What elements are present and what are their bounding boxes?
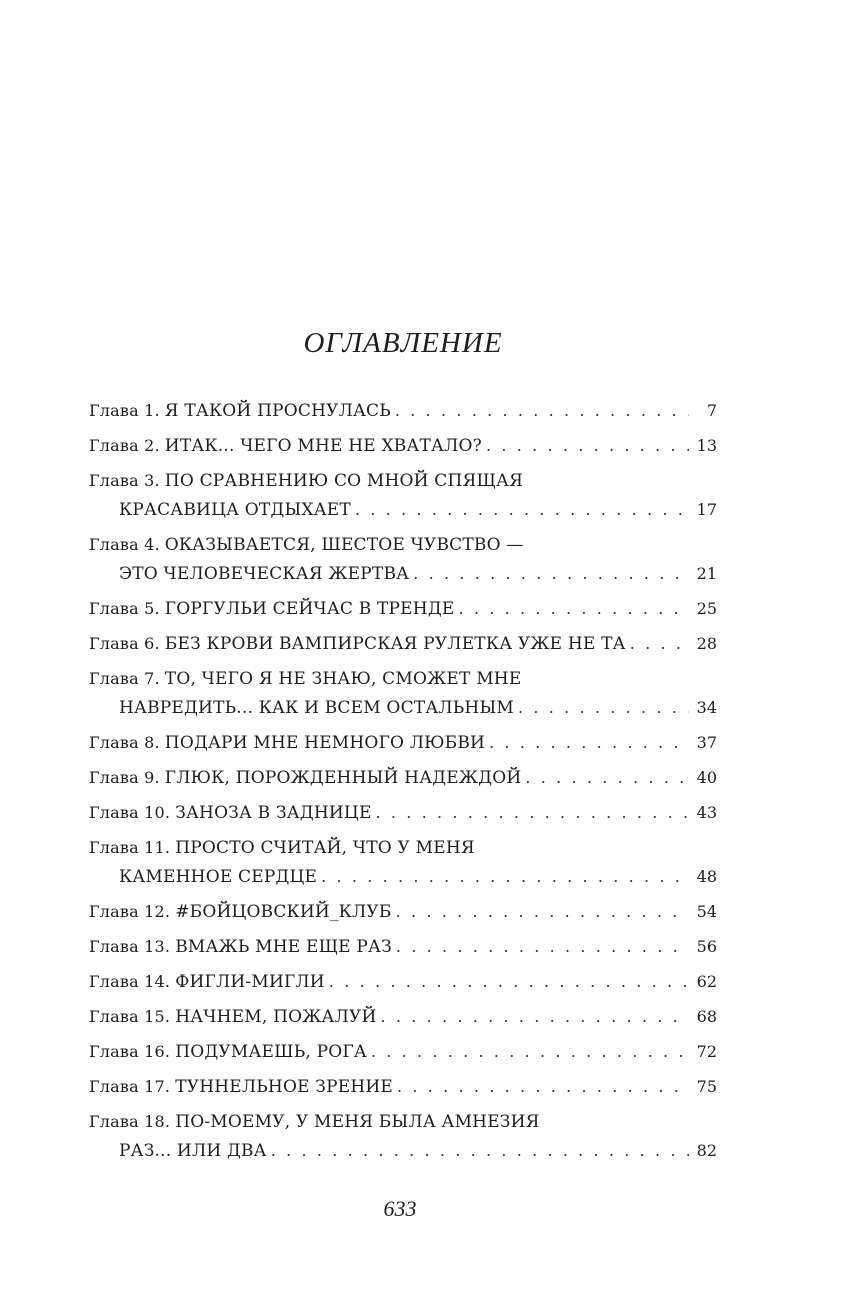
dot-leader	[486, 431, 689, 461]
chapter-label: Глава 6.	[89, 634, 160, 653]
chapter-label: Глава 12.	[89, 902, 171, 921]
toc-line	[89, 431, 717, 466]
chapter-label: Глава 1.	[89, 401, 160, 420]
chapter-page: 25	[696, 599, 717, 618]
toc-entry	[89, 396, 717, 431]
chapter-label: Глава 5.	[89, 599, 160, 618]
chapter-label: Глава 14.	[89, 972, 171, 991]
toc-entry	[89, 431, 717, 466]
chapter-title: ТО, ЧЕГО Я НЕ ЗНАЮ, СМОЖЕТ МНЕ	[164, 669, 522, 689]
toc-line	[89, 728, 717, 763]
toc-entry	[89, 967, 717, 1002]
toc-entry	[89, 897, 717, 932]
chapter-label: Глава 9.	[89, 768, 160, 787]
toc-entry	[89, 594, 717, 629]
chapter-title-continued: НАВРЕДИТЬ... КАК И ВСЕМ ОСТАЛЬНЫМ	[119, 698, 514, 718]
chapter-page: 48	[696, 867, 717, 886]
chapter-label: Глава 11.	[89, 838, 171, 857]
chapter-label: Глава 13.	[89, 937, 171, 956]
toc-line	[89, 1037, 717, 1072]
dot-leader	[329, 967, 689, 997]
dot-leader	[396, 932, 689, 962]
chapter-page: 72	[696, 1042, 717, 1061]
chapter-page: 54	[696, 902, 717, 921]
dot-leader	[395, 396, 689, 426]
toc-line	[89, 833, 717, 862]
chapter-label: Глава 3.	[89, 471, 160, 490]
chapter-title: ПРОСТО СЧИТАЙ, ЧТО У МЕНЯ	[175, 838, 475, 858]
chapter-page: 34	[696, 698, 717, 717]
chapter-title: БЕЗ КРОВИ ВАМПИРСКАЯ РУЛЕТКА УЖЕ НЕ ТА	[164, 634, 626, 654]
chapter-label: Глава 15.	[89, 1007, 171, 1026]
dot-leader	[397, 1072, 689, 1102]
toc-line	[89, 1072, 717, 1107]
chapter-label: Глава 17.	[89, 1077, 171, 1096]
chapter-page: 7	[706, 401, 717, 420]
chapter-title: ПО СРАВНЕНИЮ СО МНОЙ СПЯЩАЯ	[164, 471, 524, 491]
chapter-title-continued: РАЗ... ИЛИ ДВА	[119, 1141, 267, 1161]
toc-line	[89, 466, 717, 495]
toc-entry	[89, 932, 717, 967]
chapter-title: ПОДАРИ МНЕ НЕМНОГО ЛЮБВИ	[164, 733, 486, 753]
chapter-label: Глава 10.	[89, 803, 171, 822]
toc-line	[89, 1002, 717, 1037]
toc-entry	[89, 833, 717, 897]
dot-leader	[489, 728, 689, 758]
chapter-page: 28	[696, 634, 717, 653]
chapter-label: Глава 7.	[89, 669, 160, 688]
table-of-contents	[89, 396, 717, 1171]
chapter-label: Глава 4.	[89, 535, 160, 554]
toc-line-continued	[89, 559, 717, 594]
toc-line-continued	[89, 1136, 717, 1171]
toc-line	[89, 932, 717, 967]
chapter-page: 62	[696, 972, 717, 991]
chapter-label: Глава 8.	[89, 733, 160, 752]
toc-entry	[89, 466, 717, 530]
toc-entry	[89, 1107, 717, 1171]
chapter-page: 13	[696, 436, 717, 455]
chapter-title: ОКАЗЫВАЕТСЯ, ШЕСТОЕ ЧУВСТВО —	[164, 535, 524, 555]
chapter-title: ВМАЖЬ МНЕ ЕЩЕ РАЗ	[175, 937, 392, 957]
toc-line-continued	[89, 693, 717, 728]
chapter-page: 82	[696, 1141, 717, 1160]
chapter-title: ЗАНОЗА В ЗАДНИЦЕ	[175, 803, 372, 823]
toc-line-continued	[89, 495, 717, 530]
chapter-title: Я ТАКОЙ ПРОСНУЛАСЬ	[164, 401, 391, 421]
chapter-label: Глава 16.	[89, 1042, 171, 1061]
chapter-title: ФИГЛИ-МИГЛИ	[175, 972, 325, 992]
dot-leader	[525, 763, 689, 793]
dot-leader	[271, 1136, 689, 1166]
toc-line	[89, 897, 717, 932]
toc-entry	[89, 530, 717, 594]
dot-leader	[321, 862, 689, 892]
dot-leader	[458, 594, 689, 624]
dot-leader	[381, 1002, 689, 1032]
chapter-title: НАЧНЕМ, ПОЖАЛУЙ	[175, 1007, 377, 1027]
toc-entry	[89, 664, 717, 728]
toc-entry	[89, 1037, 717, 1072]
toc-line	[89, 530, 717, 559]
toc-line	[89, 967, 717, 1002]
toc-line	[89, 396, 717, 431]
toc-line	[89, 763, 717, 798]
toc-entry	[89, 1072, 717, 1107]
chapter-page: 37	[696, 733, 717, 752]
chapter-title: ПО-МОЕМУ, У МЕНЯ БЫЛА АМНЕЗИЯ	[175, 1112, 540, 1132]
dot-leader	[376, 798, 689, 828]
dot-leader	[396, 897, 689, 927]
toc-entry	[89, 728, 717, 763]
chapter-label: Глава 2.	[89, 436, 160, 455]
chapter-title: ИТАК... ЧЕГО МНЕ НЕ ХВАТАЛО?	[164, 436, 482, 456]
toc-entry	[89, 629, 717, 664]
chapter-label: Глава 18.	[89, 1112, 171, 1131]
dot-leader	[355, 495, 689, 525]
toc-entry	[89, 1002, 717, 1037]
chapter-title-continued: ЭТО ЧЕЛОВЕЧЕСКАЯ ЖЕРТВА	[119, 564, 410, 584]
chapter-page: 17	[696, 500, 717, 519]
chapter-page: 75	[696, 1077, 717, 1096]
toc-entry	[89, 798, 717, 833]
toc-line	[89, 664, 717, 693]
page-title: ОГЛАВЛЕНИЕ	[303, 327, 503, 359]
dot-leader	[630, 629, 689, 659]
chapter-title: ПОДУМАЕШЬ, РОГА	[175, 1042, 367, 1062]
chapter-title-continued: КАМЕННОЕ СЕРДЦЕ	[119, 867, 318, 887]
toc-line	[89, 629, 717, 664]
toc-line	[89, 798, 717, 833]
toc-line-continued	[89, 862, 717, 897]
chapter-page: 56	[696, 937, 717, 956]
toc-line	[89, 594, 717, 629]
page-number: 633	[383, 1196, 417, 1221]
dot-leader	[518, 693, 689, 723]
chapter-page: 68	[696, 1007, 717, 1026]
chapter-title: ГЛЮК, ПОРОЖДЕННЫЙ НАДЕЖДОЙ	[164, 768, 522, 788]
chapter-page: 21	[696, 564, 717, 583]
chapter-title-continued: КРАСАВИЦА ОТДЫХАЕТ	[119, 500, 351, 520]
chapter-title: ГОРГУЛЬИ СЕЙЧАС В ТРЕНДЕ	[164, 599, 455, 619]
dot-leader	[413, 559, 689, 589]
chapter-page: 43	[696, 803, 717, 822]
toc-entry	[89, 763, 717, 798]
chapter-page: 40	[696, 768, 717, 787]
dot-leader	[371, 1037, 689, 1067]
chapter-title: ТУННЕЛЬНОЕ ЗРЕНИЕ	[175, 1077, 393, 1097]
toc-line	[89, 1107, 717, 1136]
chapter-title: #БОЙЦОВСКИЙ_КЛУБ	[175, 902, 392, 922]
